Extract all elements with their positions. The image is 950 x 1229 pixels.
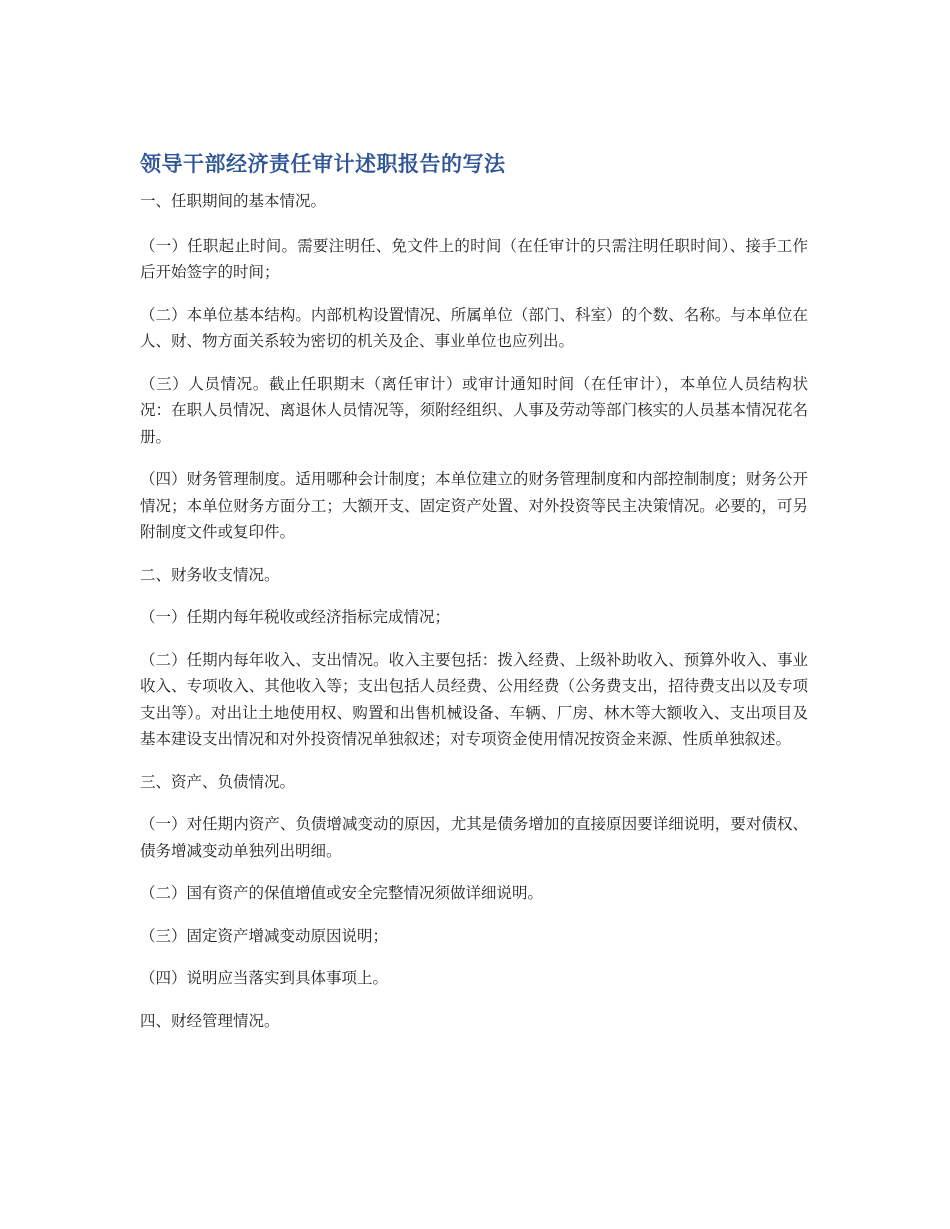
paragraph: （二）任期内每年收入、支出情况。收入主要包括：拨入经费、上级补助收入、预算外收入、事业收入、专项收入、其他收入等；支出包括人员经费、公用经费（公务费支出，招待费支出以及专项支出等）。对出让土地使用权、购置和出售机械设备、车辆、厂房、林木等大额收入、支出项目及基本建设支出情况和对外投资情况单独叙述；对专项资金使用情况按资金来源、性质单独叙述。 [140,650,808,748]
section-heading-1: 一、任职期间的基本情况。 [140,192,327,210]
paragraph: （一）对任期内资产、负债增减变动的原因，尤其是债务增加的直接原因要详细说明，要对债权、债务增减变动单独列出明细。 [140,815,808,860]
paragraph: （四）财务管理制度。适用哪种会计制度；本单位建立的财务管理制度和内部控制制度；财务公开情况；本单位财务方面分工；大额开支、固定资产处置、对外投资等民主决策情况。必要的，可另附制度文件或复印件。 [140,470,808,541]
paragraph: （三）人员情况。截止任职期末（离任审计）或审计通知时间（在任审计），本单位人员结构状况：在职人员情况、离退休人员情况等，须附经组织、人事及劳动等部门核实的人员基本情况花名册。 [140,374,808,446]
section-heading-3: 三、资产、负债情况。 [140,772,296,791]
document-title: 领导干部经济责任审计述职报告的写法 [140,152,506,176]
paragraph: （四）说明应当落实到具体事项上。 [140,969,389,987]
paragraph: （一）任职起止时间。需要注明任、免文件上的时间（在任审计的只需注明任职时间）、接手工作后开始签字的时间； [140,236,808,281]
paragraph: （三）固定资产增减变动原因说明； [140,926,389,945]
paragraph: （二）国有资产的保值增值或安全完整情况须做详细说明。 [140,884,544,902]
section-heading-2: 二、财务收支情况。 [140,565,280,584]
paragraph: （一）任期内每年税收或经济指标完成情况； [140,608,451,626]
section-heading-4: 四、财经管理情况。 [140,1011,280,1030]
paragraph: （二）本单位基本结构。内部机构设置情况、所属单位（部门、科室）的个数、名称。与本单位在人、财、物方面关系较为密切的机关及企、事业单位也应列出。 [140,305,808,350]
document-body [140,148,808,1050]
